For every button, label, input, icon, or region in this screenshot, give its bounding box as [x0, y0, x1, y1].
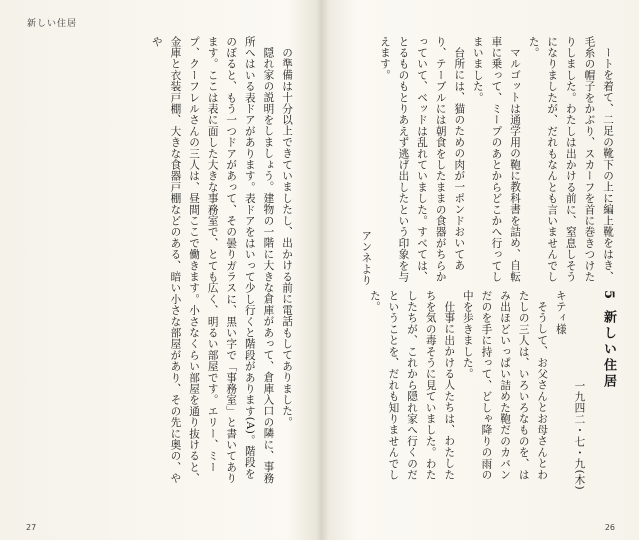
- body-paragraph: の準備は十分以上できていましたし、出かける前に電話もしてありました。: [281, 46, 293, 428]
- diary-date: 一九四二・七・九(木): [573, 379, 586, 490]
- left-page-body: [16, 36, 296, 484]
- signature: アンネより: [360, 230, 373, 286]
- page-number: 27: [26, 523, 37, 532]
- salutation: キティ様: [554, 290, 567, 335]
- right-page-body-upper: [337, 36, 617, 286]
- left-page: [0, 0, 318, 540]
- right-page-body-lower: [337, 290, 617, 490]
- chapter-number: 5: [601, 290, 616, 303]
- right-page: [321, 0, 639, 540]
- body-paragraph: マルゴットは通学用の鞄に教科書を詰め、自転車に乗って、ミープのあとからどこかへ行ってしまいました。: [471, 36, 522, 283]
- body-paragraph: 隠れ家の説明をしましょう。建物の一階に大きな倉庫があって、倉庫入口の隣に、事務所へはいる表ドアがあります。表ドアをはいって少し行くと階段があります(A)。階段をのぼると、もう一つドアがあって、その曇りガラスに、黒い字で「事務室」と書いてあります。ここは表に面した大きな事務室で、とても広く、明るい部屋です。エリー、ミープ、クーフレルさんの三人は、昼間ここで働きます。小さなくらい部屋を通り抜けると、金庫と衣装戸棚、大きな食器戸棚などのある、暗い小さな部屋があり、その先に奥の、やや: [150, 36, 275, 484]
- chapter-heading: [598, 290, 617, 490]
- body-paragraph: 台所には、猫のための肉が一ポンドおいてあり、テーブルには朝食をしたままの食器がちらかっていて、ベッドは乱れていました。すべては、とるものもとりあえず逃げ出したという印象を与えます。: [378, 36, 466, 283]
- body-paragraph: そうして、お父さんとお母さんとわたしの三人は、いろいろなものを、はみ出ほどいっぱい詰めた鞄だのカバンだのを手に持って、どしゃ降りの雨の中を歩きました。: [461, 290, 549, 481]
- page-number: 26: [604, 523, 615, 532]
- body-paragraph: 仕事に出かける人たちは、わたしたちを気の毒そうに見ていました。わたしたちが、これから隠れ家へ行くのだということを、だれも知りませんでした。: [368, 290, 456, 481]
- chapter-title: 新しい住居: [601, 309, 616, 390]
- body-paragraph: ートを着て、二足の靴下の上に編上靴をはき、毛糸の帽子をかぶり、スカーフを首に巻きつけたりしました。わたしは出かける前に、窒息しそうになりましたが、だれもなんとも言いませんでした。: [527, 36, 614, 283]
- running-head: 新しい住居: [27, 19, 78, 29]
